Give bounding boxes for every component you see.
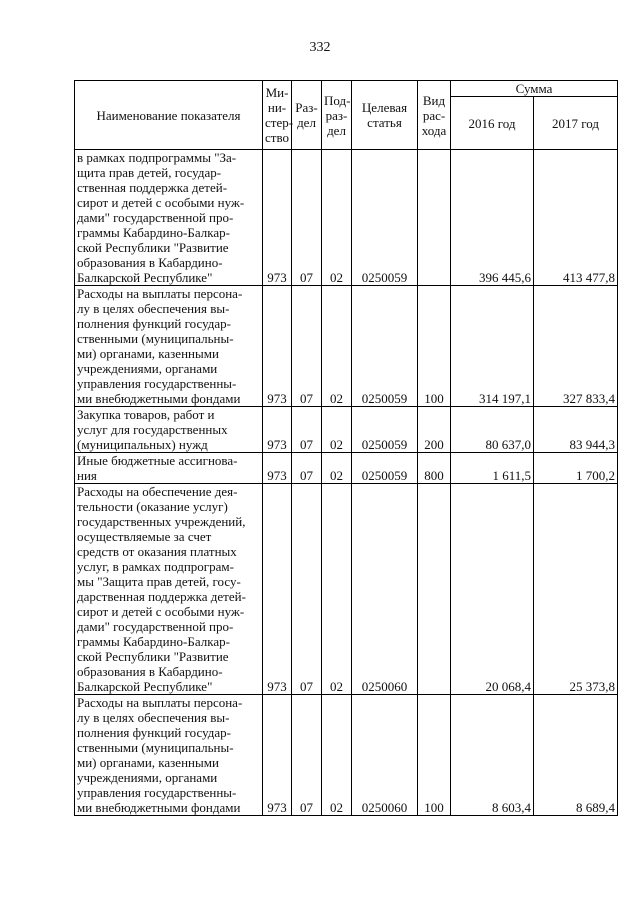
- budget-table: [74, 80, 618, 816]
- row-amount-2016: 8 603,4: [451, 695, 534, 816]
- row-target: 0250059: [352, 407, 418, 453]
- header-section: Раз- дел: [292, 81, 322, 150]
- row-name: Закупка товаров, работ и услуг для государственных (муниципальных) нужд: [75, 407, 263, 453]
- row-subsection: 02: [322, 695, 352, 816]
- row-amount-2016: 20 068,4: [451, 484, 534, 695]
- row-amount-2017: 413 477,8: [534, 150, 618, 286]
- row-section: 07: [292, 150, 322, 286]
- row-section: 07: [292, 695, 322, 816]
- row-target: 0250060: [352, 484, 418, 695]
- header-ministry: Ми- ни- стер- ство: [263, 81, 292, 150]
- row-amount-2016: 1 611,5: [451, 453, 534, 484]
- row-name: в рамках подпрограммы "За- щита прав детей, государ- ственная поддержка детей- сирот и детей с особыми нуж- дами" государственной про- граммы Кабардино-Балкар- ской Республики "Развитие образования в Кабардино- Балкарской Республике": [75, 150, 263, 286]
- row-subsection: 02: [322, 286, 352, 407]
- page-number: 332: [309, 40, 331, 55]
- row-subsection: 02: [322, 484, 352, 695]
- header-subsection: Под- раз- дел: [322, 81, 352, 150]
- row-name: Иные бюджетные ассигнова- ния: [75, 453, 263, 484]
- row-amount-2017: 327 833,4: [534, 286, 618, 407]
- row-expense-type: 200: [418, 407, 451, 453]
- row-amount-2016: 314 197,1: [451, 286, 534, 407]
- row-target: 0250059: [352, 453, 418, 484]
- row-ministry: 973: [263, 286, 292, 407]
- row-expense-type: [418, 150, 451, 286]
- row-section: 07: [292, 484, 322, 695]
- row-subsection: 02: [322, 453, 352, 484]
- header-sum: Сумма: [451, 81, 618, 97]
- row-expense-type: 100: [418, 695, 451, 816]
- row-section: 07: [292, 453, 322, 484]
- header-expense-type: Вид рас- хода: [418, 81, 451, 150]
- row-ministry: 973: [263, 695, 292, 816]
- row-expense-type: 100: [418, 286, 451, 407]
- header-target: Целевая статья: [352, 81, 418, 150]
- row-name: Расходы на выплаты персона- лу в целях обеспечения вы- полнения функций государ- ственными (муниципальны- ми) органами, казенными учреждениями, органами управления государственны- ми внебюджетными фондами: [75, 695, 263, 816]
- table-row: [75, 286, 618, 407]
- row-amount-2017: 1 700,2: [534, 453, 618, 484]
- row-subsection: 02: [322, 407, 352, 453]
- row-name: Расходы на обеспечение дея- тельности (оказание услуг) государственных учреждений, осуществляемые за счет средств от оказания платных услуг, в рамках подпрограм- мы "Защита прав детей, госу- дарственная поддержка детей- сирот и детей с особыми нуж- дами" государственной про- граммы Кабардино-Балкар- ской Республики "Развитие образования в Кабардино- Балкарской Республике": [75, 484, 263, 695]
- header-name: Наименование показателя: [75, 81, 263, 150]
- row-expense-type: 800: [418, 453, 451, 484]
- row-amount-2017: 25 373,8: [534, 484, 618, 695]
- table-row: [75, 150, 618, 286]
- table-row: [75, 484, 618, 695]
- row-subsection: 02: [322, 150, 352, 286]
- row-amount-2017: 83 944,3: [534, 407, 618, 453]
- row-amount-2016: 396 445,6: [451, 150, 534, 286]
- row-ministry: 973: [263, 453, 292, 484]
- table-row: [75, 453, 618, 484]
- row-ministry: 973: [263, 407, 292, 453]
- header-year-2017: 2017 год: [534, 97, 618, 150]
- row-amount-2017: 8 689,4: [534, 695, 618, 816]
- row-target: 0250059: [352, 286, 418, 407]
- row-amount-2016: 80 637,0: [451, 407, 534, 453]
- row-target: 0250060: [352, 695, 418, 816]
- row-ministry: 973: [263, 150, 292, 286]
- row-section: 07: [292, 407, 322, 453]
- row-name: Расходы на выплаты персона- лу в целях обеспечения вы- полнения функций государ- ственными (муниципальны- ми) органами, казенными учреждениями, органами управления государственны- ми внебюджетными фондами: [75, 286, 263, 407]
- row-expense-type: [418, 484, 451, 695]
- table-row: [75, 695, 618, 816]
- row-target: 0250059: [352, 150, 418, 286]
- row-ministry: 973: [263, 484, 292, 695]
- header-year-2016: 2016 год: [451, 97, 534, 150]
- table-row: [75, 407, 618, 453]
- row-section: 07: [292, 286, 322, 407]
